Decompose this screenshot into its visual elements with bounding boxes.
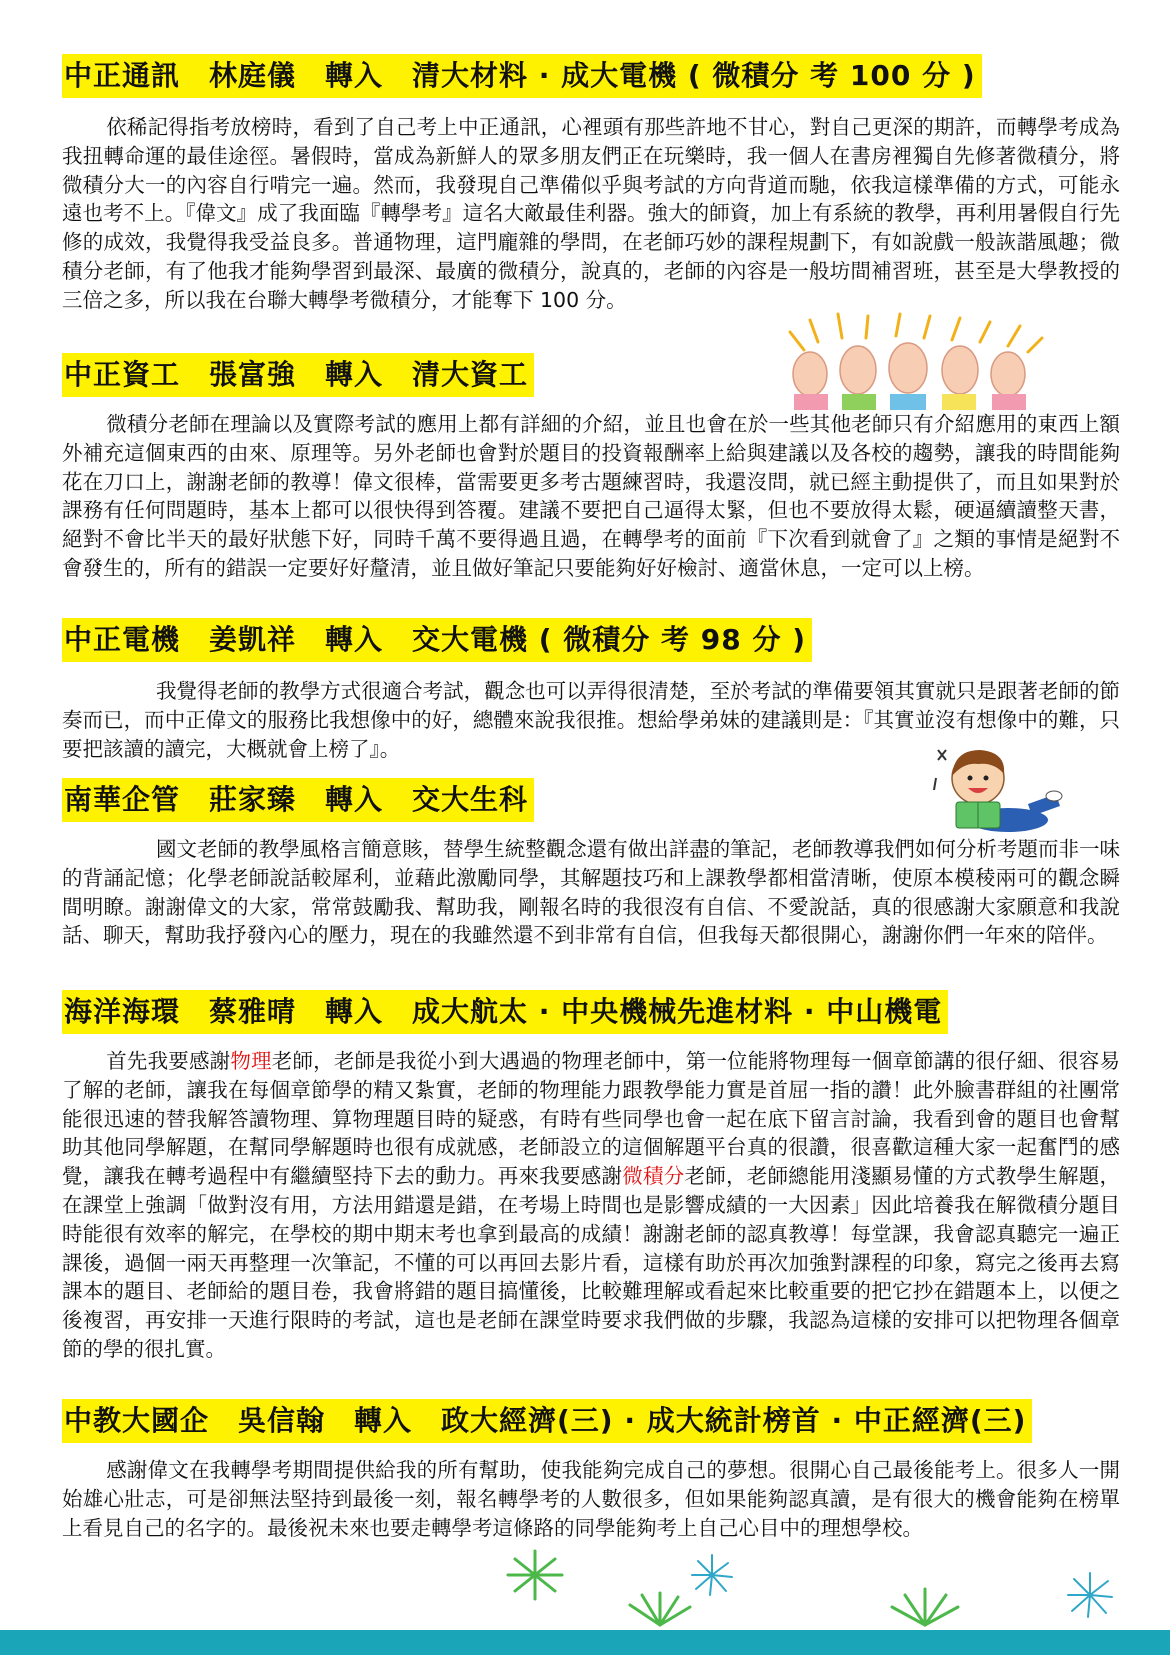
fireworks-icon: [480, 1545, 1140, 1630]
section-1-heading: 中正通訊 林庭儀 轉入 清大材料 · 成大電機 ( 微積分 考 100 分 ): [62, 54, 982, 98]
section-5-heading: 海洋海環 蔡雅晴 轉入 成大航太 · 中央機械先進材料 · 中山機電: [62, 990, 948, 1034]
section-5-body: [62, 1047, 1120, 1364]
clapping-hands-icon: [780, 312, 1050, 412]
reading-boy-icon: [928, 742, 1063, 834]
section-6-heading: 中教大國企 吳信翰 轉入 政大經濟(三) · 成大統計榜首 · 中正經濟(三): [62, 1399, 1032, 1443]
section-1-body: [62, 113, 1120, 315]
section-3-text: 我覺得老師的教學方式很適合考試，觀念也可以弄得很清楚，至於考試的準備要領其實就只是跟著老師的節奏而已，而中正偉文的服務比我想像中的好，總體來說我很推。想給學弟妹的建議則是：『其實並沒有想像中的難，只要把該讀的讀完，大概就會上榜了』。: [62, 679, 1120, 761]
section-4-body: [62, 835, 1120, 950]
section-2-heading: 中正資工 張富強 轉入 清大資工: [62, 353, 534, 397]
section-5-text-a: 首先我要感謝: [106, 1049, 231, 1073]
physics-highlight: 物理: [230, 1049, 272, 1073]
section-5-text-e: 老師，老師總能用淺顯易懂的方式教學生解題，在課堂上強調「做對沒有用，方法用錯還是錯，在考場上時間也是影響成績的一大因素」因此培養我在解微積分題目時能很有效率的解完，在學校的期中期末考也拿到最高的成績！謝謝老師的認真教導！每堂課，我會認真聽完一遍正課後，過個一兩天再整理一次筆記，不懂的可以再回去影片看，這樣有助於再次加強對課程的印象，寫完之後再去寫課本的題目、老師給的題目卷，我會將錯的題目搞懂後，比較難理解或看起來比較重要的把它抄在錯題本上，以便之後複習，再安排一天進行限時的考試，這也是老師在課堂時要求我們做的步驟，我認為這樣的安排可以把物理各個章節的學的很扎實。: [62, 1164, 1120, 1361]
section-2-text: 微積分老師在理論以及實際考試的應用上都有詳細的介紹，並且也會在於一些其他老師只有介紹應用的東西上額外補充這個東西的由來、原理等。另外老師也會對於題目的投資報酬率上給與建議以及各校的趨勢，讓我的時間能夠花在刀口上，謝謝老師的教導！偉文很棒，當需要更多考古題練習時，我還沒問，就已經主動提供了，而且如果對於課務有任何問題時，基本上都可以很快得到答覆。建議不要把自己逼得太緊，但也不要放得太鬆，硬逼續讀整天書，絕對不會比半天的最好狀態下好，同時千萬不要得過且過，在轉學考的面前『下次看到就會了』之類的事情是絕對不會發生的，所有的錯誤一定要好好釐清，並且做好筆記只要能夠好好檢討、適當休息，一定可以上榜。: [62, 412, 1120, 580]
section-3-heading: 中正電機 姜凱祥 轉入 交大電機 ( 微積分 考 98 分 ): [62, 618, 812, 662]
section-4-heading: 南華企管 莊家臻 轉入 交大生科: [62, 778, 534, 822]
calculus-highlight: 微積分: [622, 1164, 685, 1189]
section-6-text: 感謝偉文在我轉學考期間提供給我的所有幫助，使我能夠完成自己的夢想。很開心自己最後能考上。很多人一開始雄心壯志，可是卻無法堅持到最後一刻，報名轉學考的人數很多，但如果能夠認真讀，是有很大的機會能夠在榜單上看見自己的名字的。最後祝未來也要走轉學考這條路的同學能夠考上自己心目中的理想學校。: [62, 1458, 1120, 1540]
footer-bar: [0, 1630, 1170, 1655]
section-6-body: [62, 1456, 1120, 1542]
section-5-text-c: 老師，老師是我從小到大遇過的物理老師中，第一位能將物理每一個章節講的很仔細、很容易了解的老師，讓我在每個章節學的精又紮實，老師的物理能力跟教學能力實是首屈一指的讚！此外臉書群組的社團常能很迅速的替我解答讀物理、算物理題目時的疑惑，有時有些同學也會一起在底下留言討論，我看到會的題目也會幫助其他同學解題，在幫同學解題時也很有成就感，老師設立的這個解題平台真的很讚，很喜歡這種大家一起奮鬥的感覺，讓我在轉考過程中有繼續堅持下去的動力。再來我要感謝: [62, 1049, 1121, 1189]
section-1-text: 依稀記得指考放榜時，看到了自己考上中正通訊，心裡頭有那些許地不甘心，對自己更深的期許，而轉學考成為我扭轉命運的最佳途徑。暑假時，當成為新鮮人的眾多朋友們正在玩樂時，我一個人在書房裡獨自先修著微積分，將微積分大一的內容自行啃完一遍。然而，我發現自己準備似乎與考試的方向背道而馳，依我這樣準備的方式，可能永遠也考不上。『偉文』成了我面臨『轉學考』這名大敵最佳利器。強大的師資，加上有系統的教學，再利用暑假自行先修的成效，我覺得我受益良多。普通物理，這門龐雜的學問，在老師巧妙的課程規劃下，有如說戲一般詼諧風趣；微積分老師，有了他我才能夠學習到最深、最廣的微積分，說真的，老師的內容是一般坊間補習班，甚至是大學教授的三倍之多，所以我在台聯大轉學考微積分，才能奪下 100 分。: [62, 115, 1120, 312]
section-2-body: [62, 410, 1120, 583]
section-4-text: 國文老師的教學風格言簡意賅，替學生統整觀念還有做出詳盡的筆記，老師教導我們如何分析考題而非一味的背誦記憶；化學老師說話較犀利，並藉此激勵同學，其解題技巧和上課教學都相當清晰，使原本模稜兩可的觀念瞬間明瞭。謝謝偉文的大家，常常鼓勵我、幫助我，剛報名時的我很沒有自信、不愛說話，真的很感謝大家願意和我說話、聊天，幫助我抒發內心的壓力，現在的我雖然還不到非常有自信，但我每天都很開心，謝謝你們一年來的陪伴。: [62, 837, 1120, 948]
